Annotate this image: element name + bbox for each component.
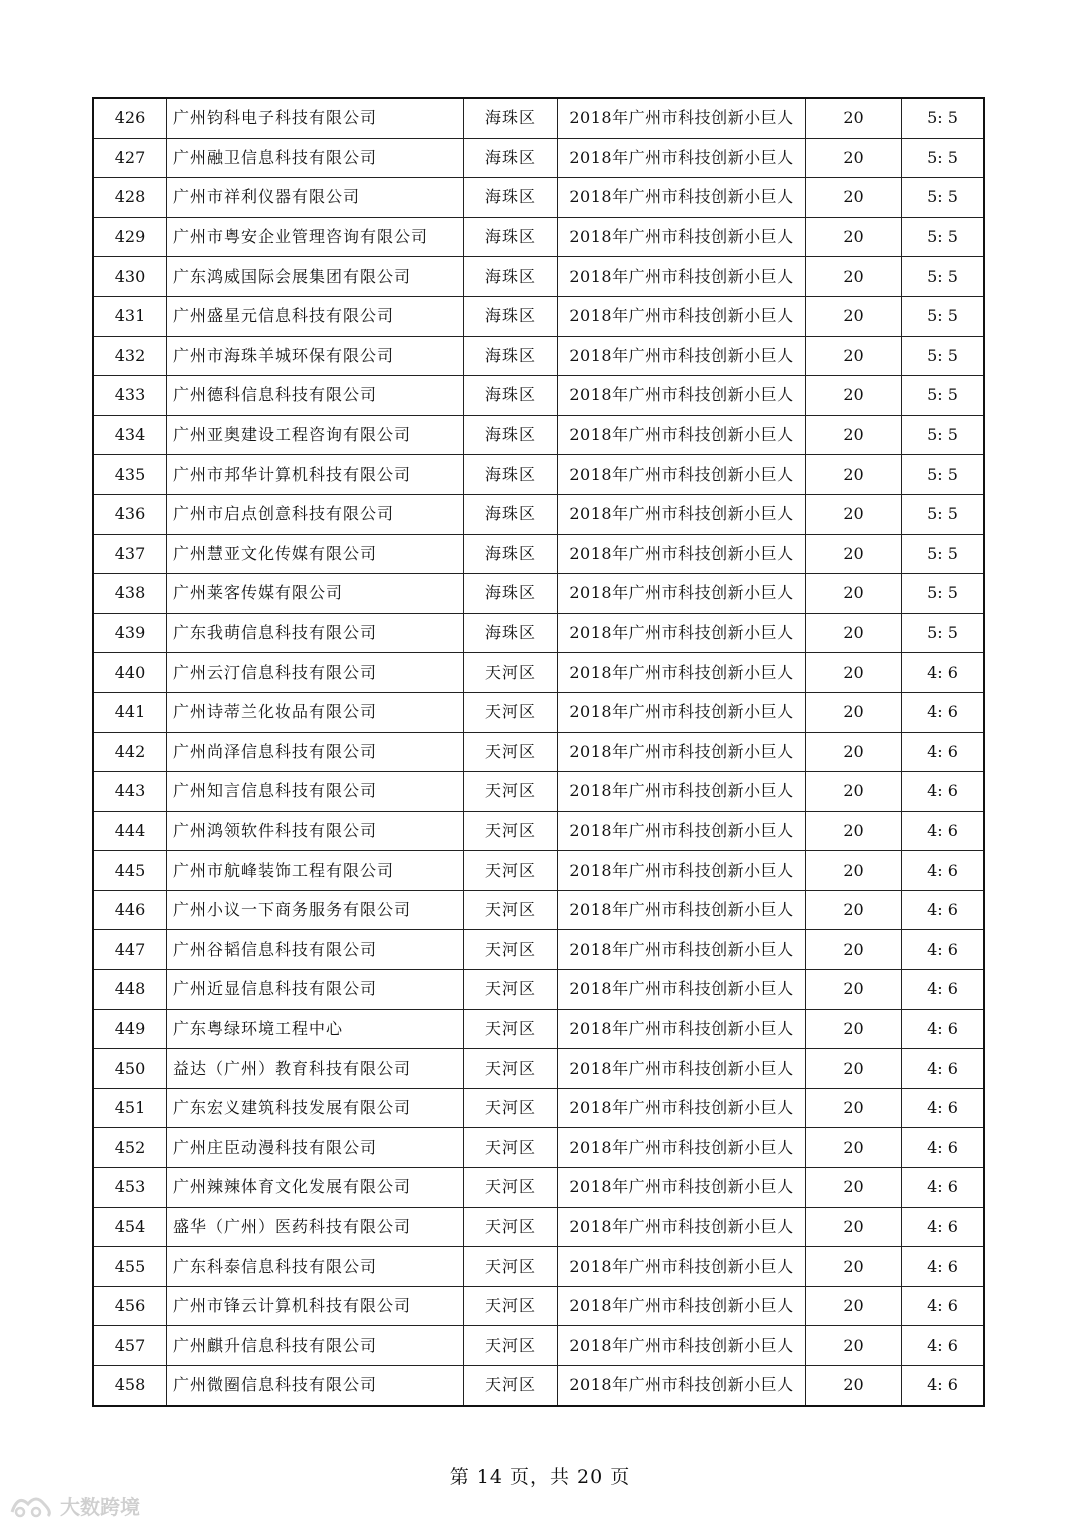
funding-ratio-cell: 4: 6 — [902, 1049, 985, 1089]
program-name-cell: 2018年广州市科技创新小巨人 — [558, 692, 806, 732]
funding-ratio-cell: 4: 6 — [902, 890, 985, 930]
funding-ratio-cell: 5: 5 — [902, 574, 985, 614]
district-cell: 天河区 — [464, 1207, 558, 1247]
company-name-cell: 广州市粤安企业管理咨询有限公司 — [167, 217, 464, 257]
funding-amount-cell: 20 — [806, 890, 902, 930]
table-row — [93, 1247, 984, 1287]
funding-ratio-cell: 5: 5 — [902, 138, 985, 178]
district-cell: 天河区 — [464, 732, 558, 772]
table-row — [93, 376, 984, 416]
district-cell: 天河区 — [464, 1168, 558, 1208]
row-number-cell: 455 — [93, 1247, 167, 1287]
funding-amount-cell: 20 — [806, 1088, 902, 1128]
program-name-cell: 2018年广州市科技创新小巨人 — [558, 1207, 806, 1247]
program-name-cell: 2018年广州市科技创新小巨人 — [558, 494, 806, 534]
brand-logo-icon — [8, 1490, 56, 1520]
funding-amount-cell: 20 — [806, 455, 902, 495]
page-number: 第 14 页，共 20 页 — [449, 1466, 631, 1488]
table-row — [93, 257, 984, 297]
funding-amount-cell: 20 — [806, 930, 902, 970]
program-name-cell: 2018年广州市科技创新小巨人 — [558, 336, 806, 376]
funding-amount-cell: 20 — [806, 613, 902, 653]
table-row — [93, 1049, 984, 1089]
funding-ratio-cell: 5: 5 — [902, 217, 985, 257]
funding-amount-cell: 20 — [806, 1049, 902, 1089]
funding-amount-cell: 20 — [806, 851, 902, 891]
row-number-cell: 456 — [93, 1286, 167, 1326]
row-number-cell: 457 — [93, 1326, 167, 1366]
table-body — [93, 98, 984, 1406]
company-name-cell: 广州市海珠羊城环保有限公司 — [167, 336, 464, 376]
table-row — [93, 336, 984, 376]
program-name-cell: 2018年广州市科技创新小巨人 — [558, 1366, 806, 1406]
funding-amount-cell: 20 — [806, 1286, 902, 1326]
table-row — [93, 930, 984, 970]
company-name-cell: 广州鸿领软件科技有限公司 — [167, 811, 464, 851]
row-number-cell: 432 — [93, 336, 167, 376]
table-row — [93, 653, 984, 693]
funding-ratio-cell: 5: 5 — [902, 534, 985, 574]
district-cell: 海珠区 — [464, 98, 558, 138]
table-row — [93, 217, 984, 257]
program-name-cell: 2018年广州市科技创新小巨人 — [558, 415, 806, 455]
funding-ratio-cell: 4: 6 — [902, 1326, 985, 1366]
funding-ratio-cell: 5: 5 — [902, 178, 985, 218]
funding-amount-cell: 20 — [806, 1207, 902, 1247]
table-row — [93, 890, 984, 930]
row-number-cell: 443 — [93, 772, 167, 812]
company-name-cell: 广州知言信息科技有限公司 — [167, 772, 464, 812]
program-name-cell: 2018年广州市科技创新小巨人 — [558, 1286, 806, 1326]
company-name-cell: 广州市祥利仪器有限公司 — [167, 178, 464, 218]
table-row — [93, 494, 984, 534]
program-name-cell: 2018年广州市科技创新小巨人 — [558, 772, 806, 812]
program-name-cell: 2018年广州市科技创新小巨人 — [558, 178, 806, 218]
table-row — [93, 613, 984, 653]
district-cell: 海珠区 — [464, 455, 558, 495]
row-number-cell: 430 — [93, 257, 167, 297]
district-cell: 海珠区 — [464, 494, 558, 534]
row-number-cell: 441 — [93, 692, 167, 732]
company-name-cell: 广东科泰信息科技有限公司 — [167, 1247, 464, 1287]
company-name-cell: 广东粤绿环境工程中心 — [167, 1009, 464, 1049]
program-name-cell: 2018年广州市科技创新小巨人 — [558, 1247, 806, 1287]
funding-ratio-cell: 5: 5 — [902, 415, 985, 455]
company-name-cell: 广州市锋云计算机科技有限公司 — [167, 1286, 464, 1326]
table-row — [93, 1207, 984, 1247]
funding-amount-cell: 20 — [806, 692, 902, 732]
program-name-cell: 2018年广州市科技创新小巨人 — [558, 1049, 806, 1089]
program-name-cell: 2018年广州市科技创新小巨人 — [558, 1326, 806, 1366]
district-cell: 天河区 — [464, 1009, 558, 1049]
company-name-cell: 广州云汀信息科技有限公司 — [167, 653, 464, 693]
funding-ratio-cell: 4: 6 — [902, 653, 985, 693]
program-name-cell: 2018年广州市科技创新小巨人 — [558, 257, 806, 297]
table-row — [93, 98, 984, 138]
program-name-cell: 2018年广州市科技创新小巨人 — [558, 930, 806, 970]
company-name-cell: 盛华（广州）医药科技有限公司 — [167, 1207, 464, 1247]
company-name-cell: 广州融卫信息科技有限公司 — [167, 138, 464, 178]
watermark-text: 大数跨境 — [60, 1494, 140, 1519]
district-cell: 天河区 — [464, 970, 558, 1010]
funding-amount-cell: 20 — [806, 1168, 902, 1208]
funding-amount-cell: 20 — [806, 1366, 902, 1406]
funding-amount-cell: 20 — [806, 1009, 902, 1049]
district-cell: 天河区 — [464, 890, 558, 930]
row-number-cell: 436 — [93, 494, 167, 534]
program-name-cell: 2018年广州市科技创新小巨人 — [558, 376, 806, 416]
company-name-cell: 广州尚泽信息科技有限公司 — [167, 732, 464, 772]
company-name-cell: 广州谷韬信息科技有限公司 — [167, 930, 464, 970]
funding-ratio-cell: 5: 5 — [902, 98, 985, 138]
row-number-cell: 448 — [93, 970, 167, 1010]
program-name-cell: 2018年广州市科技创新小巨人 — [558, 455, 806, 495]
row-number-cell: 442 — [93, 732, 167, 772]
company-name-cell: 广州市启点创意科技有限公司 — [167, 494, 464, 534]
table-row — [93, 1128, 984, 1168]
row-number-cell: 428 — [93, 178, 167, 218]
company-name-cell: 益达（广州）教育科技有限公司 — [167, 1049, 464, 1089]
district-cell: 天河区 — [464, 1326, 558, 1366]
district-cell: 天河区 — [464, 811, 558, 851]
row-number-cell: 449 — [93, 1009, 167, 1049]
district-cell: 海珠区 — [464, 217, 558, 257]
table-row — [93, 1009, 984, 1049]
funding-amount-cell: 20 — [806, 1247, 902, 1287]
funding-amount-cell: 20 — [806, 296, 902, 336]
program-name-cell: 2018年广州市科技创新小巨人 — [558, 732, 806, 772]
funding-ratio-cell: 5: 5 — [902, 296, 985, 336]
funding-amount-cell: 20 — [806, 1128, 902, 1168]
funding-amount-cell: 20 — [806, 970, 902, 1010]
district-cell: 天河区 — [464, 1088, 558, 1128]
row-number-cell: 444 — [93, 811, 167, 851]
funding-ratio-cell: 5: 5 — [902, 613, 985, 653]
funding-ratio-cell: 4: 6 — [902, 1088, 985, 1128]
program-name-cell: 2018年广州市科技创新小巨人 — [558, 613, 806, 653]
table-row — [93, 574, 984, 614]
program-name-cell: 2018年广州市科技创新小巨人 — [558, 217, 806, 257]
funding-amount-cell: 20 — [806, 811, 902, 851]
company-name-cell: 广州钧科电子科技有限公司 — [167, 98, 464, 138]
district-cell: 天河区 — [464, 772, 558, 812]
row-number-cell: 431 — [93, 296, 167, 336]
row-number-cell: 426 — [93, 98, 167, 138]
funding-amount-cell: 20 — [806, 336, 902, 376]
table-row — [93, 1326, 984, 1366]
row-number-cell: 427 — [93, 138, 167, 178]
district-cell: 海珠区 — [464, 534, 558, 574]
funding-amount-cell: 20 — [806, 534, 902, 574]
district-cell: 海珠区 — [464, 296, 558, 336]
row-number-cell: 446 — [93, 890, 167, 930]
district-cell: 天河区 — [464, 930, 558, 970]
district-cell: 天河区 — [464, 1366, 558, 1406]
funding-amount-cell: 20 — [806, 376, 902, 416]
district-cell: 海珠区 — [464, 138, 558, 178]
program-name-cell: 2018年广州市科技创新小巨人 — [558, 970, 806, 1010]
row-number-cell: 453 — [93, 1168, 167, 1208]
funding-amount-cell: 20 — [806, 732, 902, 772]
program-name-cell: 2018年广州市科技创新小巨人 — [558, 1088, 806, 1128]
row-number-cell: 433 — [93, 376, 167, 416]
funding-ratio-cell: 4: 6 — [902, 1286, 985, 1326]
row-number-cell: 435 — [93, 455, 167, 495]
company-name-cell: 广东鸿威国际会展集团有限公司 — [167, 257, 464, 297]
company-list-table — [92, 97, 985, 1407]
funding-ratio-cell: 4: 6 — [902, 1247, 985, 1287]
company-name-cell: 广州德科信息科技有限公司 — [167, 376, 464, 416]
row-number-cell: 429 — [93, 217, 167, 257]
funding-amount-cell: 20 — [806, 772, 902, 812]
funding-amount-cell: 20 — [806, 217, 902, 257]
company-name-cell: 广东宏义建筑科技发展有限公司 — [167, 1088, 464, 1128]
district-cell: 海珠区 — [464, 376, 558, 416]
funding-ratio-cell: 4: 6 — [902, 1009, 985, 1049]
table-row — [93, 772, 984, 812]
funding-amount-cell: 20 — [806, 98, 902, 138]
program-name-cell: 2018年广州市科技创新小巨人 — [558, 1168, 806, 1208]
funding-ratio-cell: 4: 6 — [902, 811, 985, 851]
funding-amount-cell: 20 — [806, 178, 902, 218]
district-cell: 天河区 — [464, 692, 558, 732]
district-cell: 天河区 — [464, 1247, 558, 1287]
company-name-cell: 广州辣辣体育文化发展有限公司 — [167, 1168, 464, 1208]
program-name-cell: 2018年广州市科技创新小巨人 — [558, 574, 806, 614]
company-name-cell: 广州市邦华计算机科技有限公司 — [167, 455, 464, 495]
district-cell: 海珠区 — [464, 336, 558, 376]
table-row — [93, 851, 984, 891]
funding-ratio-cell: 5: 5 — [902, 455, 985, 495]
table-row — [93, 415, 984, 455]
table-row — [93, 811, 984, 851]
table-row — [93, 455, 984, 495]
company-name-cell: 广州近显信息科技有限公司 — [167, 970, 464, 1010]
program-name-cell: 2018年广州市科技创新小巨人 — [558, 1009, 806, 1049]
district-cell: 海珠区 — [464, 257, 558, 297]
company-name-cell: 广州亚奥建设工程咨询有限公司 — [167, 415, 464, 455]
table-row — [93, 138, 984, 178]
program-name-cell: 2018年广州市科技创新小巨人 — [558, 98, 806, 138]
row-number-cell: 447 — [93, 930, 167, 970]
funding-ratio-cell: 4: 6 — [902, 930, 985, 970]
table-row — [93, 178, 984, 218]
funding-amount-cell: 20 — [806, 257, 902, 297]
program-name-cell: 2018年广州市科技创新小巨人 — [558, 653, 806, 693]
row-number-cell: 445 — [93, 851, 167, 891]
program-name-cell: 2018年广州市科技创新小巨人 — [558, 138, 806, 178]
row-number-cell: 437 — [93, 534, 167, 574]
row-number-cell: 458 — [93, 1366, 167, 1406]
district-cell: 海珠区 — [464, 613, 558, 653]
table-row — [93, 1088, 984, 1128]
row-number-cell: 434 — [93, 415, 167, 455]
company-name-cell: 广州市航峰装饰工程有限公司 — [167, 851, 464, 891]
company-name-cell: 广州盛星元信息科技有限公司 — [167, 296, 464, 336]
funding-ratio-cell: 5: 5 — [902, 494, 985, 534]
row-number-cell: 440 — [93, 653, 167, 693]
company-name-cell: 广州小议一下商务服务有限公司 — [167, 890, 464, 930]
company-name-cell: 广东我萌信息科技有限公司 — [167, 613, 464, 653]
district-cell: 天河区 — [464, 1286, 558, 1326]
district-cell: 天河区 — [464, 1128, 558, 1168]
program-name-cell: 2018年广州市科技创新小巨人 — [558, 811, 806, 851]
row-number-cell: 438 — [93, 574, 167, 614]
district-cell: 海珠区 — [464, 178, 558, 218]
program-name-cell: 2018年广州市科技创新小巨人 — [558, 890, 806, 930]
row-number-cell: 451 — [93, 1088, 167, 1128]
funding-amount-cell: 20 — [806, 494, 902, 534]
funding-ratio-cell: 5: 5 — [902, 376, 985, 416]
funding-amount-cell: 20 — [806, 1326, 902, 1366]
funding-ratio-cell: 4: 6 — [902, 732, 985, 772]
program-name-cell: 2018年广州市科技创新小巨人 — [558, 851, 806, 891]
program-name-cell: 2018年广州市科技创新小巨人 — [558, 534, 806, 574]
table-row — [93, 732, 984, 772]
funding-ratio-cell: 5: 5 — [902, 336, 985, 376]
watermark — [8, 1490, 140, 1520]
funding-amount-cell: 20 — [806, 653, 902, 693]
company-name-cell: 广州庄臣动漫科技有限公司 — [167, 1128, 464, 1168]
funding-ratio-cell: 4: 6 — [902, 851, 985, 891]
funding-ratio-cell: 4: 6 — [902, 970, 985, 1010]
company-name-cell: 广州莱客传媒有限公司 — [167, 574, 464, 614]
program-name-cell: 2018年广州市科技创新小巨人 — [558, 1128, 806, 1168]
company-name-cell: 广州慧亚文化传媒有限公司 — [167, 534, 464, 574]
funding-amount-cell: 20 — [806, 415, 902, 455]
district-cell: 天河区 — [464, 851, 558, 891]
table-row — [93, 970, 984, 1010]
table-row — [93, 1366, 984, 1406]
program-name-cell: 2018年广州市科技创新小巨人 — [558, 296, 806, 336]
funding-ratio-cell: 4: 6 — [902, 692, 985, 732]
table-row — [93, 1168, 984, 1208]
table-row — [93, 296, 984, 336]
funding-ratio-cell: 4: 6 — [902, 1128, 985, 1168]
funding-amount-cell: 20 — [806, 574, 902, 614]
district-cell: 天河区 — [464, 1049, 558, 1089]
funding-ratio-cell: 4: 6 — [902, 1366, 985, 1406]
table-row — [93, 534, 984, 574]
funding-ratio-cell: 4: 6 — [902, 1207, 985, 1247]
company-name-cell: 广州麒升信息科技有限公司 — [167, 1326, 464, 1366]
funding-ratio-cell: 4: 6 — [902, 772, 985, 812]
row-number-cell: 454 — [93, 1207, 167, 1247]
row-number-cell: 452 — [93, 1128, 167, 1168]
table-row — [93, 692, 984, 732]
table-row — [93, 1286, 984, 1326]
row-number-cell: 450 — [93, 1049, 167, 1089]
district-cell: 海珠区 — [464, 415, 558, 455]
funding-amount-cell: 20 — [806, 138, 902, 178]
district-cell: 海珠区 — [464, 574, 558, 614]
company-name-cell: 广州微圈信息科技有限公司 — [167, 1366, 464, 1406]
company-name-cell: 广州诗蒂兰化妆品有限公司 — [167, 692, 464, 732]
funding-ratio-cell: 4: 6 — [902, 1168, 985, 1208]
row-number-cell: 439 — [93, 613, 167, 653]
funding-ratio-cell: 5: 5 — [902, 257, 985, 297]
district-cell: 天河区 — [464, 653, 558, 693]
